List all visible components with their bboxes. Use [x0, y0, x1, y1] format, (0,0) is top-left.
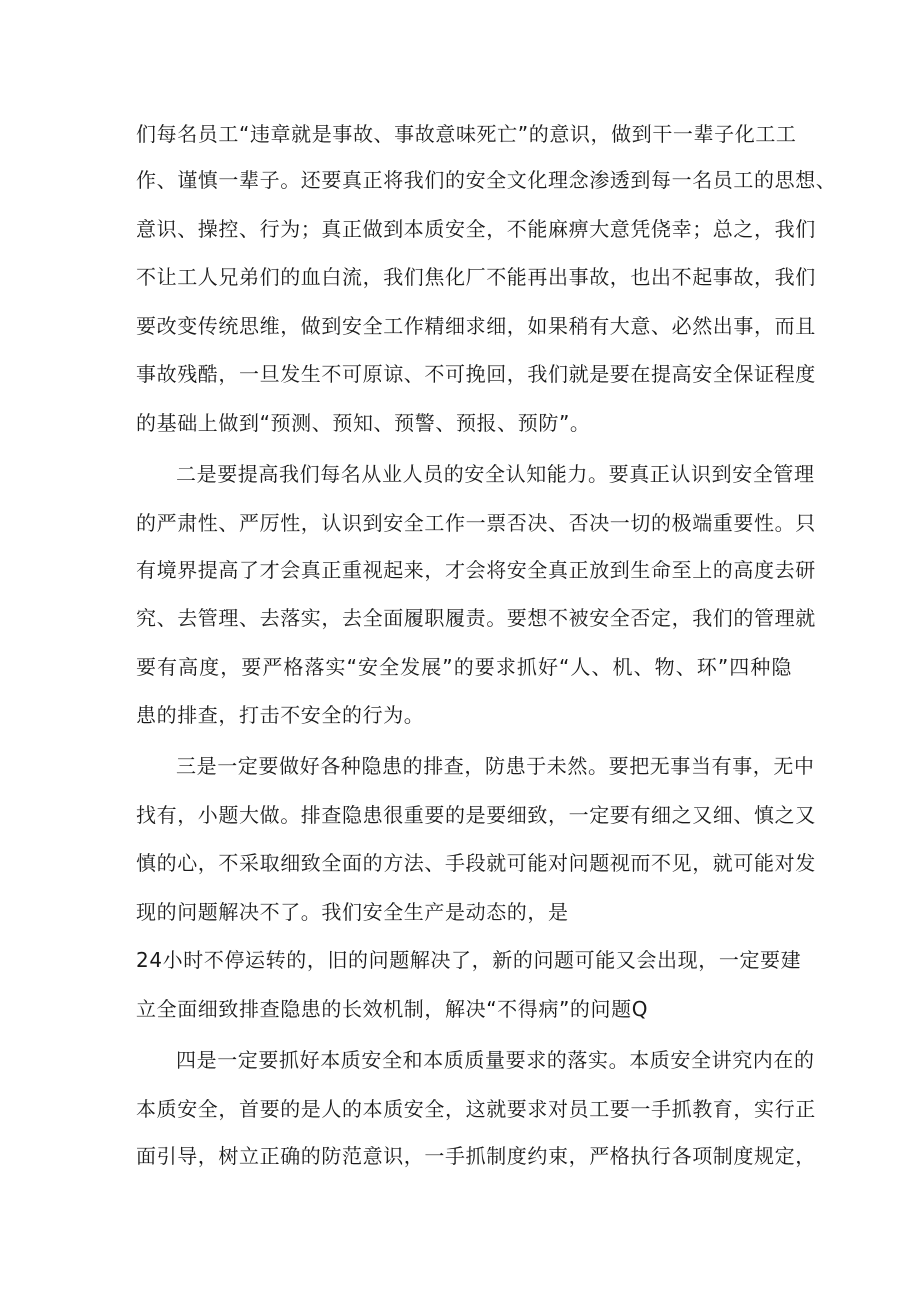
- paragraph-start-line: 二是要提高我们每名从业人员的安全认知能力。要真正认识到安全管理: [176, 462, 815, 486]
- text-line: 本质安全，首要的是人的本质安全，这就要求对员工要一手抓教育，实行正: [136, 1097, 816, 1121]
- text-line: 立全面细致排查隐患的长效机制，解决“不得病”的问题Q: [136, 997, 649, 1021]
- text-line: 作、谨慎一辈子。还要真正将我们的安全文化理念渗透到每一名员工的思想、: [136, 168, 837, 192]
- text-line: 事故残酷，一旦发生不可原谅、不可挽回，我们就是要在提高安全保证程度: [136, 362, 816, 386]
- text-line: 患的排查，打击不安全的行为。: [136, 703, 425, 727]
- text-line: 慎的心，不采取细致全面的方法、手段就可能对问题视而不见，就可能对发: [136, 851, 816, 875]
- text-line: 的严肃性、严厉性，认识到安全工作一票否决、否决一切的极端重要性。只: [136, 511, 816, 535]
- paragraph-start-line: 四是一定要抓好本质安全和本质质量要求的落实。本质安全讲究内在的: [176, 1048, 815, 1072]
- text-line: 面引导，树立正确的防范意识，一手抓制度约束，严格执行各项制度规定，: [136, 1144, 816, 1168]
- text-line: 找有，小题大做。排查隐患很重要的是要细致，一定要有细之又细、慎之又: [136, 803, 816, 827]
- text-line: 要改变传统思维，做到安全工作精细求细，如果稍有大意、必然出事，而且: [136, 314, 816, 338]
- text-line: 意识、操控、行为；真正做到本质安全，不能麻痹大意凭侥幸；总之，我们: [136, 217, 816, 241]
- paragraph-start-line: 三是一定要做好各种隐患的排查，防患于未然。要把无事当有事，无中: [176, 754, 815, 778]
- text-line: 要有高度，要严格落实“安全发展”的要求抓好“人、机、物、环”四种隐: [136, 655, 792, 679]
- text-line: 们每名员工“违章就是事故、事故意味死亡”的意识，做到干一辈子化工工: [136, 122, 797, 146]
- text-line: 24小时不停运转的，旧的问题解决了，新的问题可能又会出现，一定要建: [136, 948, 802, 972]
- text-line: 究、去管理、去落实，去全面履职履责。要想不被安全否定，我们的管理就: [136, 606, 816, 630]
- text-line: 有境界提高了才会真正重视起来，才会将安全真正放到生命至上的高度去研: [136, 558, 816, 582]
- text-line: 现的问题解决不了。我们安全生产是动态的，是: [136, 900, 569, 924]
- text-line: 的基础上做到“预测、预知、预警、预报、预防”。: [136, 411, 591, 435]
- text-line: 不让工人兄弟们的血白流，我们焦化厂不能再出事故，也出不起事故，我们: [136, 265, 816, 289]
